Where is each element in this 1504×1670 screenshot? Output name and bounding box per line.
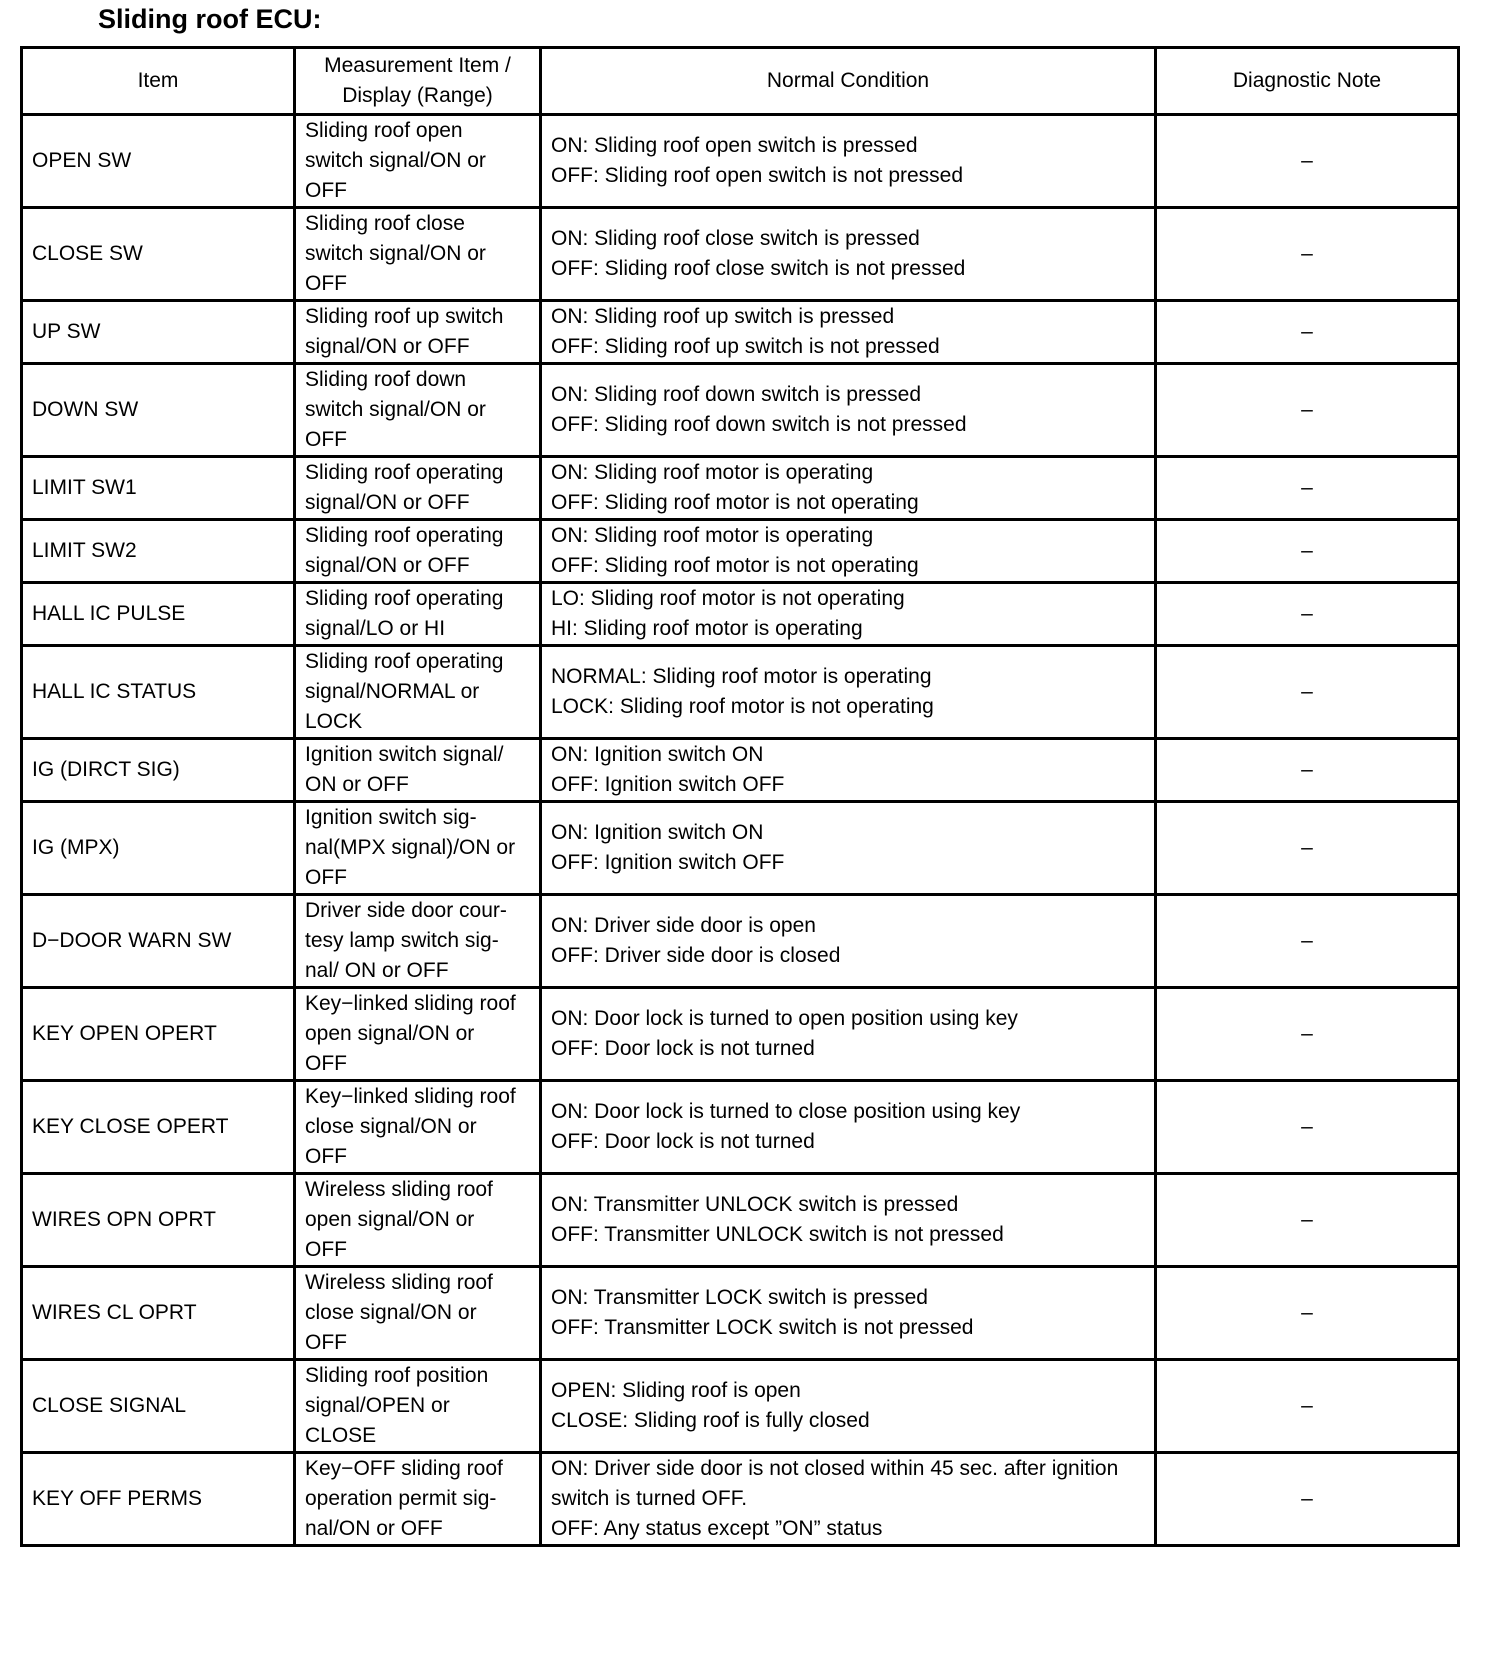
cell-normal-condition bbox=[541, 1267, 1156, 1360]
cell-normal-condition bbox=[541, 988, 1156, 1081]
measurement-line: signal/LO or HI bbox=[305, 617, 446, 640]
header-measurement-line: Display (Range) bbox=[342, 84, 493, 107]
table-row bbox=[22, 301, 1459, 364]
table-row bbox=[22, 988, 1459, 1081]
cell-measurement bbox=[295, 1453, 541, 1546]
cell-normal-condition bbox=[541, 457, 1156, 520]
cell-measurement bbox=[295, 739, 541, 802]
cell-measurement bbox=[295, 988, 541, 1081]
condition-line: OFF: Sliding roof motor is not operating bbox=[551, 554, 919, 577]
header-diagnostic-note: Diagnostic Note bbox=[1156, 48, 1459, 115]
cell-normal-condition bbox=[541, 1453, 1156, 1546]
cell-measurement bbox=[295, 208, 541, 301]
cell-measurement bbox=[295, 646, 541, 739]
cell-measurement bbox=[295, 1360, 541, 1453]
cell-normal-condition bbox=[541, 208, 1156, 301]
data-monitor-table bbox=[20, 46, 1460, 1547]
measurement-line: Sliding roof close bbox=[305, 212, 465, 235]
cell-measurement bbox=[295, 115, 541, 208]
cell-normal-condition bbox=[541, 802, 1156, 895]
cell-measurement bbox=[295, 364, 541, 457]
condition-line: ON: Driver side door is not closed within 45 sec. after ignition bbox=[551, 1457, 1119, 1480]
condition-line: ON: Sliding roof motor is operating bbox=[551, 524, 874, 547]
condition-line: OFF: Driver side door is closed bbox=[551, 944, 841, 967]
measurement-line: Key−linked sliding roof bbox=[305, 992, 516, 1015]
measurement-line: nal(MPX signal)/ON or bbox=[305, 836, 516, 859]
condition-line: LO: Sliding roof motor is not operating bbox=[551, 587, 905, 610]
measurement-line: switch signal/ON or bbox=[305, 149, 486, 172]
cell-item: LIMIT SW2 bbox=[22, 520, 295, 583]
cell-measurement bbox=[295, 301, 541, 364]
cell-normal-condition bbox=[541, 520, 1156, 583]
measurement-line: Sliding roof operating bbox=[305, 461, 504, 484]
cell-diagnostic-note: – bbox=[1156, 802, 1459, 895]
table-row bbox=[22, 1174, 1459, 1267]
cell-normal-condition bbox=[541, 739, 1156, 802]
cell-diagnostic-note: – bbox=[1156, 457, 1459, 520]
condition-line: OFF: Sliding roof open switch is not pressed bbox=[551, 164, 964, 187]
measurement-line: CLOSE bbox=[305, 1424, 377, 1447]
cell-normal-condition bbox=[541, 301, 1156, 364]
cell-diagnostic-note: – bbox=[1156, 739, 1459, 802]
measurement-line: Wireless sliding roof bbox=[305, 1271, 493, 1294]
table-row bbox=[22, 646, 1459, 739]
condition-line: OFF: Sliding roof close switch is not pressed bbox=[551, 257, 966, 280]
measurement-line: Sliding roof operating bbox=[305, 587, 504, 610]
measurement-line: Sliding roof down bbox=[305, 368, 467, 391]
measurement-line: ON or OFF bbox=[305, 773, 409, 796]
cell-measurement bbox=[295, 895, 541, 988]
cell-diagnostic-note: – bbox=[1156, 208, 1459, 301]
table-row bbox=[22, 115, 1459, 208]
table-row bbox=[22, 1267, 1459, 1360]
cell-measurement bbox=[295, 1081, 541, 1174]
measurement-line: Wireless sliding roof bbox=[305, 1178, 493, 1201]
measurement-line: tesy lamp switch sig- bbox=[305, 929, 499, 952]
measurement-line: Driver side door cour- bbox=[305, 899, 507, 922]
table-row bbox=[22, 457, 1459, 520]
table-row bbox=[22, 364, 1459, 457]
condition-line: ON: Sliding roof motor is operating bbox=[551, 461, 874, 484]
measurement-line: open signal/ON or bbox=[305, 1022, 475, 1045]
measurement-line: Ignition switch sig- bbox=[305, 806, 477, 829]
condition-line: OFF: Transmitter LOCK switch is not pressed bbox=[551, 1316, 974, 1339]
cell-measurement bbox=[295, 583, 541, 646]
measurement-line: Sliding roof operating bbox=[305, 650, 504, 673]
measurement-line: LOCK bbox=[305, 710, 363, 733]
measurement-line: Key−OFF sliding roof bbox=[305, 1457, 503, 1480]
measurement-line: switch signal/ON or bbox=[305, 398, 486, 421]
measurement-line: Ignition switch signal/ bbox=[305, 743, 504, 766]
table-row bbox=[22, 739, 1459, 802]
cell-item: KEY OFF PERMS bbox=[22, 1453, 295, 1546]
measurement-line: signal/NORMAL or bbox=[305, 680, 480, 703]
measurement-line: operation permit sig- bbox=[305, 1487, 497, 1510]
condition-line: OFF: Ignition switch OFF bbox=[551, 773, 785, 796]
condition-line: ON: Sliding roof close switch is pressed bbox=[551, 227, 920, 250]
cell-measurement bbox=[295, 1267, 541, 1360]
cell-item: LIMIT SW1 bbox=[22, 457, 295, 520]
condition-line: OFF: Sliding roof motor is not operating bbox=[551, 491, 919, 514]
cell-item: HALL IC STATUS bbox=[22, 646, 295, 739]
table-row bbox=[22, 520, 1459, 583]
cell-diagnostic-note: – bbox=[1156, 520, 1459, 583]
cell-item: IG (DIRCT SIG) bbox=[22, 739, 295, 802]
condition-line: OFF: Door lock is not turned bbox=[551, 1037, 815, 1060]
cell-item: KEY OPEN OPERT bbox=[22, 988, 295, 1081]
condition-line: NORMAL: Sliding roof motor is operating bbox=[551, 665, 932, 688]
cell-diagnostic-note: – bbox=[1156, 1267, 1459, 1360]
measurement-line: open signal/ON or bbox=[305, 1208, 475, 1231]
measurement-line: Key−linked sliding roof bbox=[305, 1085, 516, 1108]
cell-normal-condition bbox=[541, 1360, 1156, 1453]
condition-line: HI: Sliding roof motor is operating bbox=[551, 617, 863, 640]
cell-normal-condition bbox=[541, 364, 1156, 457]
cell-diagnostic-note: – bbox=[1156, 1453, 1459, 1546]
measurement-line: OFF bbox=[305, 1052, 347, 1075]
cell-diagnostic-note: – bbox=[1156, 1174, 1459, 1267]
cell-normal-condition bbox=[541, 1174, 1156, 1267]
measurement-line: Sliding roof operating bbox=[305, 524, 504, 547]
condition-line: OFF: Any status except ”ON” status bbox=[551, 1517, 883, 1540]
header-measurement bbox=[295, 48, 541, 115]
header-normal-condition: Normal Condition bbox=[541, 48, 1156, 115]
cell-normal-condition bbox=[541, 583, 1156, 646]
condition-line: OPEN: Sliding roof is open bbox=[551, 1379, 801, 1402]
measurement-line: close signal/ON or bbox=[305, 1301, 477, 1324]
cell-diagnostic-note: – bbox=[1156, 988, 1459, 1081]
cell-diagnostic-note: – bbox=[1156, 895, 1459, 988]
cell-diagnostic-note: – bbox=[1156, 364, 1459, 457]
measurement-line: OFF bbox=[305, 272, 347, 295]
cell-measurement bbox=[295, 457, 541, 520]
table-body bbox=[22, 115, 1459, 1546]
cell-item: WIRES OPN OPRT bbox=[22, 1174, 295, 1267]
measurement-line: OFF bbox=[305, 866, 347, 889]
cell-diagnostic-note: – bbox=[1156, 1081, 1459, 1174]
cell-normal-condition bbox=[541, 646, 1156, 739]
table-row bbox=[22, 208, 1459, 301]
cell-item: KEY CLOSE OPERT bbox=[22, 1081, 295, 1174]
cell-item: UP SW bbox=[22, 301, 295, 364]
condition-line: ON: Sliding roof up switch is pressed bbox=[551, 305, 895, 328]
measurement-line: signal/ON or OFF bbox=[305, 335, 470, 358]
cell-item: OPEN SW bbox=[22, 115, 295, 208]
measurement-line: nal/ON or OFF bbox=[305, 1517, 443, 1540]
condition-line: ON: Transmitter LOCK switch is pressed bbox=[551, 1286, 928, 1309]
cell-measurement bbox=[295, 520, 541, 583]
condition-line: ON: Sliding roof open switch is pressed bbox=[551, 134, 918, 157]
cell-normal-condition bbox=[541, 895, 1156, 988]
measurement-line: Sliding roof open bbox=[305, 119, 463, 142]
condition-line: ON: Transmitter UNLOCK switch is pressed bbox=[551, 1193, 959, 1216]
cell-diagnostic-note: – bbox=[1156, 115, 1459, 208]
measurement-line: signal/ON or OFF bbox=[305, 491, 470, 514]
cell-item: CLOSE SW bbox=[22, 208, 295, 301]
cell-normal-condition bbox=[541, 115, 1156, 208]
measurement-line: signal/OPEN or bbox=[305, 1394, 450, 1417]
condition-line: ON: Sliding roof down switch is pressed bbox=[551, 383, 921, 406]
measurement-line: nal/ ON or OFF bbox=[305, 959, 449, 982]
condition-line: OFF: Transmitter UNLOCK switch is not pressed bbox=[551, 1223, 1004, 1246]
cell-item: D−DOOR WARN SW bbox=[22, 895, 295, 988]
cell-diagnostic-note: – bbox=[1156, 646, 1459, 739]
measurement-line: OFF bbox=[305, 1331, 347, 1354]
condition-line: OFF: Door lock is not turned bbox=[551, 1130, 815, 1153]
cell-normal-condition bbox=[541, 1081, 1156, 1174]
cell-measurement bbox=[295, 802, 541, 895]
table-row bbox=[22, 895, 1459, 988]
condition-line: switch is turned OFF. bbox=[551, 1487, 748, 1510]
measurement-line: Sliding roof up switch bbox=[305, 305, 504, 328]
cell-item: WIRES CL OPRT bbox=[22, 1267, 295, 1360]
cell-diagnostic-note: – bbox=[1156, 583, 1459, 646]
page-title: Sliding roof ECU: bbox=[98, 4, 322, 34]
condition-line: LOCK: Sliding roof motor is not operating bbox=[551, 695, 934, 718]
condition-line: ON: Door lock is turned to open position using key bbox=[551, 1007, 1018, 1030]
condition-line: OFF: Sliding roof down switch is not pressed bbox=[551, 413, 967, 436]
table-row bbox=[22, 1081, 1459, 1174]
cell-item: DOWN SW bbox=[22, 364, 295, 457]
table-row bbox=[22, 1360, 1459, 1453]
table-row bbox=[22, 1453, 1459, 1546]
condition-line: OFF: Sliding roof up switch is not pressed bbox=[551, 335, 940, 358]
condition-line: ON: Ignition switch ON bbox=[551, 743, 764, 766]
cell-item: CLOSE SIGNAL bbox=[22, 1360, 295, 1453]
condition-line: CLOSE: Sliding roof is fully closed bbox=[551, 1409, 870, 1432]
header-item: Item bbox=[22, 48, 295, 115]
cell-item: IG (MPX) bbox=[22, 802, 295, 895]
measurement-line: close signal/ON or bbox=[305, 1115, 477, 1138]
measurement-line: OFF bbox=[305, 179, 347, 202]
header-measurement-line: Measurement Item / bbox=[324, 54, 511, 77]
table-row bbox=[22, 583, 1459, 646]
cell-item: HALL IC PULSE bbox=[22, 583, 295, 646]
table-header-row bbox=[22, 48, 1459, 115]
measurement-line: Sliding roof position bbox=[305, 1364, 489, 1387]
measurement-line: OFF bbox=[305, 1238, 347, 1261]
condition-line: ON: Ignition switch ON bbox=[551, 821, 764, 844]
condition-line: OFF: Ignition switch OFF bbox=[551, 851, 785, 874]
condition-line: ON: Driver side door is open bbox=[551, 914, 816, 937]
measurement-line: switch signal/ON or bbox=[305, 242, 486, 265]
cell-measurement bbox=[295, 1174, 541, 1267]
condition-line: ON: Door lock is turned to close position using key bbox=[551, 1100, 1021, 1123]
cell-diagnostic-note: – bbox=[1156, 301, 1459, 364]
measurement-line: OFF bbox=[305, 1145, 347, 1168]
table-row bbox=[22, 802, 1459, 895]
measurement-line: signal/ON or OFF bbox=[305, 554, 470, 577]
measurement-line: OFF bbox=[305, 428, 347, 451]
cell-diagnostic-note: – bbox=[1156, 1360, 1459, 1453]
